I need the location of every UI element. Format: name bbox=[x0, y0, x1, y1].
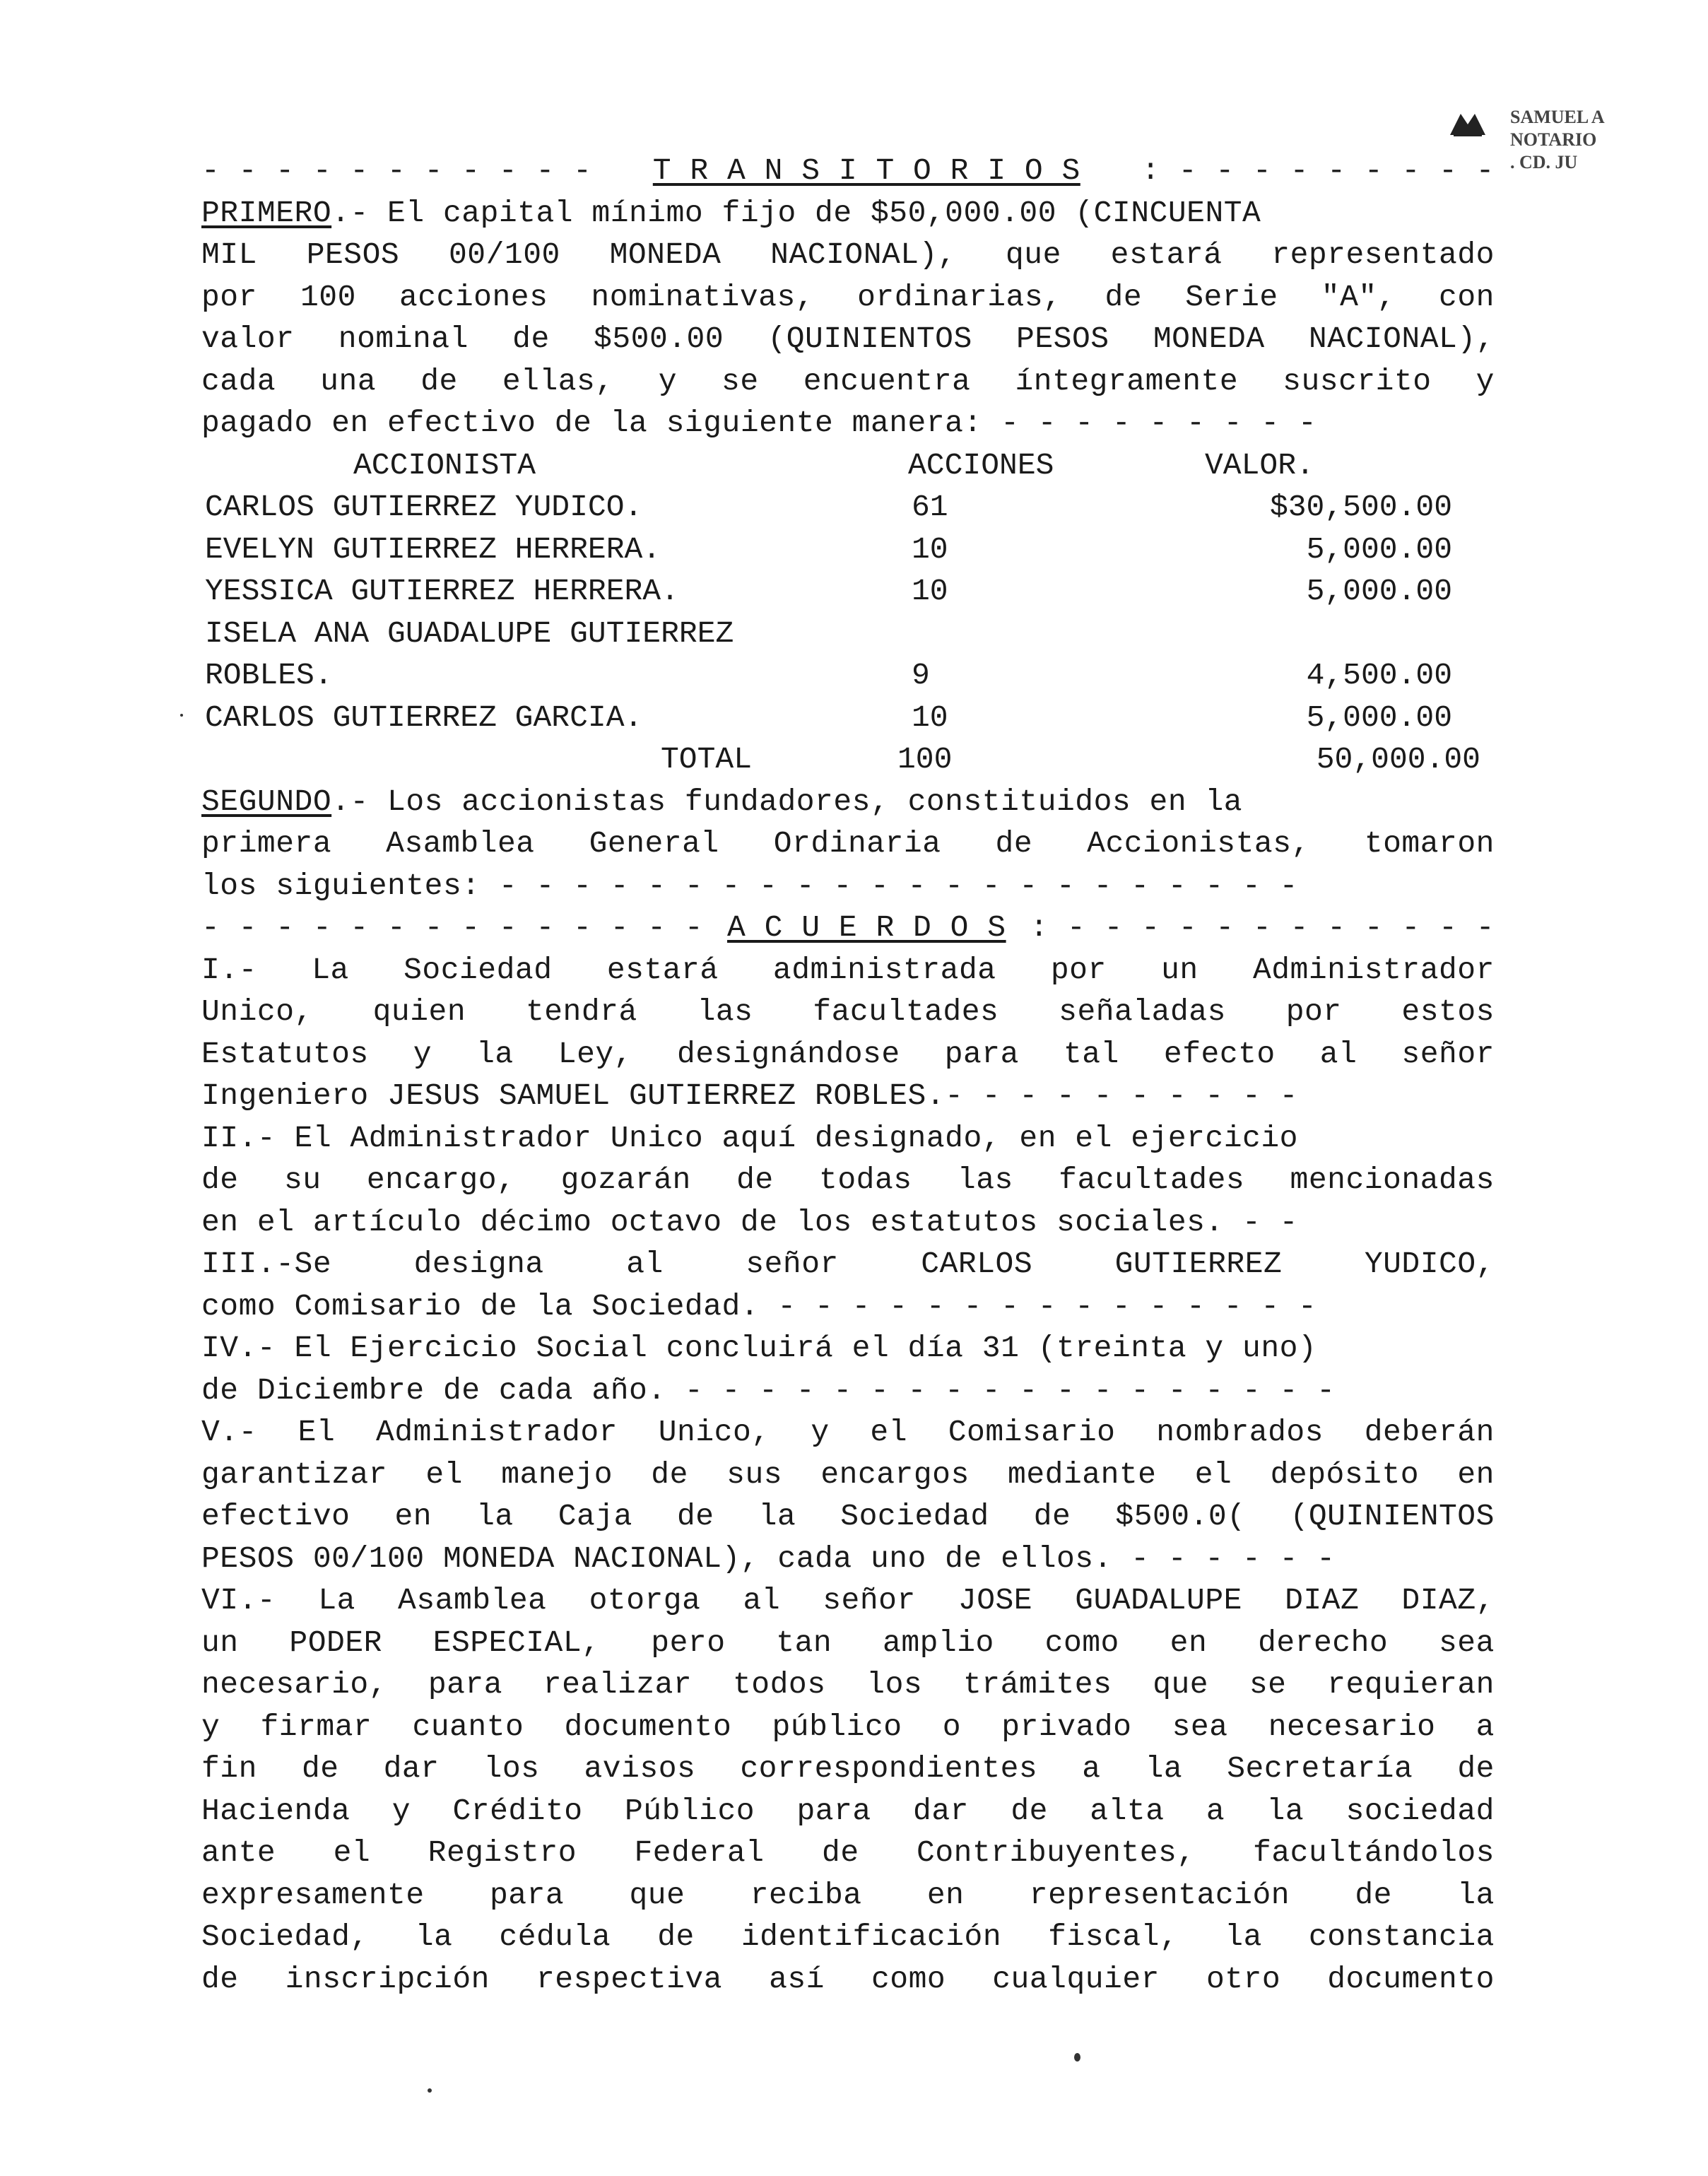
acuerdo-line bbox=[201, 1411, 1495, 1454]
acuerdo-line bbox=[201, 1664, 1495, 1706]
word: se bbox=[1249, 1667, 1287, 1702]
word: Sociedad bbox=[404, 952, 553, 987]
segundo-line bbox=[201, 823, 1495, 865]
word: manejo bbox=[501, 1457, 613, 1492]
word: una bbox=[320, 363, 377, 399]
word: Sociedad bbox=[840, 1499, 989, 1534]
word: respectiva bbox=[536, 1961, 723, 1996]
acuerdo-line: en el artículo décimo octavo de los estatutos sociales. - - bbox=[201, 1204, 1298, 1240]
shareholder-row bbox=[201, 654, 1495, 697]
word: y bbox=[413, 1036, 432, 1071]
word: ESPECIAL, bbox=[432, 1625, 601, 1660]
word: tomaron bbox=[1364, 826, 1495, 861]
word: en bbox=[1457, 1457, 1495, 1492]
word: íntegramente bbox=[1015, 363, 1239, 399]
word: encuentra bbox=[803, 363, 971, 399]
word: la bbox=[415, 1919, 453, 1954]
word: encargos bbox=[820, 1457, 970, 1492]
word: la bbox=[1145, 1751, 1183, 1786]
primero-first-line bbox=[201, 192, 1495, 235]
word: Administrador bbox=[1252, 952, 1495, 987]
word: de bbox=[1105, 279, 1143, 314]
acuerdo-line bbox=[201, 1748, 1495, 1790]
word: DIAZ bbox=[1285, 1583, 1360, 1618]
word: de bbox=[201, 1163, 239, 1197]
word: para bbox=[428, 1667, 503, 1702]
word: estará bbox=[606, 952, 719, 987]
word: otro bbox=[1206, 1961, 1281, 1996]
word: las bbox=[697, 994, 753, 1029]
word: tan bbox=[776, 1625, 832, 1660]
word: de bbox=[1457, 1751, 1495, 1786]
word: MONEDA bbox=[1153, 322, 1265, 356]
segundo-first-line bbox=[201, 781, 1495, 823]
acuerdo-line bbox=[201, 1832, 1495, 1874]
word: un bbox=[1161, 952, 1198, 987]
notary-seal-icon bbox=[1447, 110, 1489, 139]
heading-left-dashes: - - - - - - - - - - - - - - bbox=[201, 910, 704, 945]
word: Accionistas, bbox=[1087, 826, 1310, 861]
acuerdo-line bbox=[201, 1243, 1495, 1286]
word: quien bbox=[372, 994, 466, 1029]
word: nominativas, bbox=[591, 279, 815, 314]
word: Comisario bbox=[948, 1415, 1116, 1449]
shareholder-name: EVELYN GUTIERREZ HERRERA. bbox=[205, 531, 661, 567]
word: el bbox=[333, 1835, 371, 1870]
heading-right-dashes: : - - - - - - - - - - - - bbox=[1030, 910, 1495, 945]
word: JOSE bbox=[958, 1583, 1033, 1618]
word: de bbox=[1355, 1877, 1392, 1912]
acuerdos-list bbox=[201, 949, 1495, 2001]
shareholders-table-header bbox=[201, 445, 1495, 487]
acuerdo-line: de Diciembre de cada año. - - - - - - - - - - - - - - - - - - bbox=[201, 1372, 1336, 1408]
notary-stamp bbox=[1510, 106, 1666, 174]
word: así bbox=[769, 1961, 825, 1996]
word: por bbox=[1285, 994, 1342, 1029]
word: señor bbox=[823, 1583, 916, 1618]
word: y bbox=[811, 1415, 830, 1449]
word: de bbox=[1033, 1499, 1071, 1534]
segundo-label: SEGUNDO bbox=[201, 784, 332, 819]
acuerdo-line bbox=[201, 1916, 1495, 1958]
word: representado bbox=[1271, 237, 1495, 272]
word: a bbox=[1476, 1709, 1495, 1744]
word: cualquier bbox=[992, 1961, 1160, 1996]
shareholders-table-body bbox=[201, 486, 1495, 739]
word: depósito bbox=[1270, 1457, 1420, 1492]
word: Unico, bbox=[201, 994, 313, 1029]
word: PODER bbox=[289, 1625, 382, 1660]
word: I.- bbox=[201, 952, 257, 987]
word: PESOS bbox=[1016, 322, 1109, 356]
word: o bbox=[942, 1709, 962, 1744]
word: ellas, bbox=[502, 363, 614, 399]
word: privado bbox=[1001, 1709, 1132, 1744]
word: Estatutos bbox=[201, 1036, 369, 1071]
word: constancia bbox=[1308, 1919, 1495, 1954]
word: y bbox=[1476, 363, 1495, 399]
word: y bbox=[201, 1709, 220, 1744]
word: derecho bbox=[1258, 1625, 1389, 1660]
acuerdo-line bbox=[201, 1159, 1495, 1201]
word: GUADALUPE bbox=[1075, 1583, 1242, 1618]
word: a bbox=[1082, 1751, 1101, 1786]
word: garantizar bbox=[201, 1457, 388, 1492]
word: para bbox=[944, 1036, 1019, 1071]
primero-line bbox=[201, 360, 1495, 403]
word: expresamente bbox=[201, 1877, 425, 1912]
word: cada bbox=[201, 363, 276, 399]
word: tendrá bbox=[525, 994, 637, 1029]
word: $500.0( bbox=[1115, 1499, 1246, 1534]
word: de bbox=[736, 1163, 774, 1197]
word: la bbox=[1457, 1877, 1495, 1912]
word: inscripción bbox=[285, 1961, 490, 1996]
word: todos bbox=[733, 1667, 826, 1702]
word: en bbox=[1170, 1625, 1208, 1660]
acuerdo-line bbox=[201, 1706, 1495, 1748]
word: como bbox=[871, 1961, 946, 1996]
word: sus bbox=[726, 1457, 783, 1492]
word: deberán bbox=[1364, 1415, 1495, 1449]
word: Sociedad, bbox=[201, 1919, 369, 1954]
acuerdo-line bbox=[201, 1454, 1495, 1496]
word: documento bbox=[1327, 1961, 1495, 1996]
word: Registro bbox=[428, 1835, 577, 1870]
stamp-line-3: . CD. JU bbox=[1510, 152, 1578, 172]
word: Asamblea bbox=[398, 1583, 547, 1618]
word: dar bbox=[383, 1751, 440, 1786]
word: Federal bbox=[634, 1835, 765, 1870]
word: el bbox=[1194, 1457, 1232, 1492]
primero-text-0: .- El capital mínimo fijo de $50,000.00 (CINCUENTA bbox=[331, 195, 1261, 230]
word: documento bbox=[564, 1709, 732, 1744]
word: estará bbox=[1110, 237, 1223, 272]
word: III.-Se bbox=[201, 1247, 332, 1281]
acuerdo-line: IV.- El Ejercicio Social concluirá el día 31 (treinta y uno) bbox=[201, 1331, 1317, 1365]
word: un bbox=[201, 1625, 239, 1660]
word: de bbox=[995, 826, 1033, 861]
heading-left-dashes: - - - - - - - - - - - bbox=[201, 153, 592, 188]
word: (QUINIENTOS bbox=[767, 322, 972, 356]
segundo-line: los siguientes: - - - - - - - - - - - - - - - - - - - - - - bbox=[201, 868, 1298, 903]
total-valor: 50,000.00 bbox=[1316, 742, 1480, 777]
primero-line bbox=[201, 234, 1495, 276]
word: General bbox=[589, 826, 719, 861]
word: Asamblea bbox=[386, 826, 535, 861]
word: en bbox=[926, 1877, 965, 1912]
word: PESOS bbox=[306, 237, 400, 272]
word: por bbox=[1050, 952, 1107, 987]
word: Crédito bbox=[452, 1793, 583, 1828]
word: y bbox=[391, 1793, 411, 1828]
shareholder-acciones: 10 bbox=[912, 531, 948, 567]
word: de bbox=[822, 1835, 859, 1870]
word: VI.- bbox=[201, 1583, 276, 1618]
shareholder-acciones: 61 bbox=[912, 490, 948, 524]
shareholder-valor: $30,500.00 bbox=[1269, 490, 1452, 524]
word: al bbox=[626, 1247, 664, 1281]
word: efecto bbox=[1163, 1036, 1276, 1071]
shareholder-name: CARLOS GUTIERREZ YUDICO. bbox=[205, 490, 643, 524]
word: efectivo bbox=[201, 1499, 351, 1534]
document-body bbox=[201, 150, 1495, 2000]
word: Ordinaria bbox=[773, 826, 941, 861]
word: mencionadas bbox=[1290, 1163, 1495, 1197]
acuerdo-line bbox=[201, 1580, 1495, 1622]
word: ante bbox=[201, 1835, 276, 1870]
total-label: TOTAL bbox=[661, 742, 753, 777]
word: pero bbox=[651, 1625, 726, 1660]
word: señor bbox=[1401, 1036, 1495, 1071]
word: el bbox=[425, 1457, 463, 1492]
primero-label: PRIMERO bbox=[201, 195, 332, 230]
word: la bbox=[476, 1499, 514, 1534]
word: identificación bbox=[741, 1919, 1002, 1954]
word: todas bbox=[819, 1163, 912, 1197]
word: en bbox=[394, 1499, 432, 1534]
shareholder-name: YESSICA GUTIERREZ HERRERA. bbox=[205, 574, 679, 608]
header-acciones: ACCIONES bbox=[908, 447, 1054, 483]
acuerdo-line bbox=[201, 1033, 1495, 1076]
stamp-line-1: SAMUEL A bbox=[1510, 107, 1605, 127]
word: avisos bbox=[584, 1751, 696, 1786]
word: 00/100 bbox=[448, 237, 560, 272]
acuerdo-line bbox=[201, 1958, 1495, 2001]
acuerdo-line: Ingeniero JESUS SAMUEL GUTIERREZ ROBLES.- - - - - - - - - - bbox=[201, 1078, 1298, 1113]
word: mediante bbox=[1008, 1457, 1157, 1492]
shareholder-acciones: 10 bbox=[912, 700, 948, 735]
word: dar bbox=[913, 1793, 969, 1828]
header-accionista: ACCIONISTA bbox=[353, 447, 536, 483]
word: NACIONAL), bbox=[770, 237, 957, 272]
word: YUDICO, bbox=[1364, 1247, 1495, 1281]
acuerdo-line: II.- El Administrador Unico aquí designado, en el ejercicio bbox=[201, 1120, 1298, 1155]
word: que bbox=[1153, 1667, 1209, 1702]
word: sea bbox=[1172, 1709, 1228, 1744]
word: primera bbox=[201, 826, 332, 861]
word: El bbox=[298, 1415, 336, 1449]
word: GUTIERREZ bbox=[1114, 1247, 1283, 1281]
word: ordinarias, bbox=[857, 279, 1062, 314]
word: cédula bbox=[499, 1919, 611, 1954]
heading-title: T R A N S I T O R I O S bbox=[652, 153, 1080, 188]
scan-speck bbox=[1074, 2053, 1080, 2062]
acuerdo-line: como Comisario de la Sociedad. - - - - - - - - - - - - - - - bbox=[201, 1288, 1317, 1324]
word: el bbox=[870, 1415, 907, 1449]
word: valor bbox=[201, 322, 295, 356]
word: otorga bbox=[589, 1583, 701, 1618]
stamp-line-2: NOTARIO bbox=[1510, 129, 1597, 150]
shareholder-acciones: 10 bbox=[912, 574, 948, 608]
word: amplio bbox=[883, 1625, 994, 1660]
shareholder-row bbox=[201, 529, 1495, 571]
word: designándose bbox=[677, 1036, 900, 1071]
word: suscrito bbox=[1283, 363, 1432, 399]
shareholder-valor: 5,000.00 bbox=[1306, 700, 1452, 735]
word: La bbox=[312, 952, 349, 987]
word: (QUINIENTOS bbox=[1290, 1499, 1495, 1534]
word: facultándolos bbox=[1253, 1835, 1495, 1870]
word: trámites bbox=[962, 1667, 1112, 1702]
word: sea bbox=[1439, 1625, 1495, 1660]
word: realizar bbox=[543, 1667, 693, 1702]
shareholder-name: ISELA ANA GUADALUPE GUTIERREZ bbox=[205, 616, 734, 651]
word: Contribuyentes, bbox=[917, 1835, 1196, 1870]
scan-speck bbox=[428, 2088, 432, 2093]
word: encargo, bbox=[366, 1163, 516, 1197]
word: se bbox=[722, 363, 759, 399]
shareholder-row bbox=[201, 570, 1495, 613]
word: por bbox=[201, 279, 257, 314]
word: la bbox=[1266, 1793, 1304, 1828]
word: los bbox=[866, 1667, 923, 1702]
word: Caja bbox=[558, 1499, 632, 1534]
shareholder-acciones: 9 bbox=[912, 658, 930, 693]
acuerdo-line bbox=[201, 1622, 1495, 1664]
heading-transitorios bbox=[201, 150, 1495, 192]
word: público bbox=[772, 1709, 902, 1744]
word: estos bbox=[1401, 994, 1495, 1029]
heading-acuerdos bbox=[201, 907, 1495, 949]
word: la bbox=[476, 1036, 514, 1071]
word: señor bbox=[746, 1247, 839, 1281]
heading-right-dashes: : - - - - - - - - - bbox=[1141, 153, 1495, 188]
word: requieran bbox=[1327, 1667, 1495, 1702]
word: 100 bbox=[300, 279, 356, 314]
word: las bbox=[957, 1163, 1013, 1197]
word: como bbox=[1044, 1625, 1119, 1660]
shareholder-valor: 4,500.00 bbox=[1306, 658, 1452, 693]
word: sociedad bbox=[1345, 1793, 1495, 1828]
shareholder-valor: 5,000.00 bbox=[1306, 531, 1452, 567]
word: Administrador bbox=[376, 1415, 618, 1449]
total-acciones: 100 bbox=[897, 742, 953, 777]
shareholder-row bbox=[201, 697, 1495, 739]
word: de bbox=[201, 1961, 239, 1996]
word: tal bbox=[1063, 1036, 1119, 1071]
word: la bbox=[1225, 1919, 1262, 1954]
word: necesario, bbox=[201, 1667, 388, 1702]
word: de bbox=[1011, 1793, 1048, 1828]
acuerdo-line bbox=[201, 1495, 1495, 1538]
word: necesario bbox=[1268, 1709, 1436, 1744]
segundo-text-0: .- Los accionistas fundadores, constituidos en la bbox=[331, 784, 1243, 819]
word: Hacienda bbox=[201, 1793, 351, 1828]
word: cuanto bbox=[412, 1709, 524, 1744]
primero-line bbox=[201, 276, 1495, 319]
word: gozarán bbox=[560, 1163, 691, 1197]
word: de bbox=[651, 1457, 688, 1492]
word: a bbox=[1206, 1793, 1225, 1828]
word: de bbox=[657, 1919, 695, 1954]
shareholder-name: ROBLES. bbox=[205, 658, 333, 693]
word: los bbox=[483, 1751, 540, 1786]
word: su bbox=[283, 1163, 322, 1197]
word: nombrados bbox=[1156, 1415, 1324, 1449]
word: para bbox=[796, 1793, 871, 1828]
word: Serie bbox=[1185, 279, 1278, 314]
word: V.- bbox=[201, 1415, 257, 1449]
word: Unico, bbox=[658, 1415, 770, 1449]
word: de bbox=[677, 1499, 714, 1534]
word: reciba bbox=[750, 1877, 862, 1912]
word: DIAZ, bbox=[1401, 1583, 1495, 1618]
word: fin bbox=[201, 1751, 257, 1786]
word: $500.00 bbox=[594, 322, 724, 356]
word: Público bbox=[624, 1793, 755, 1828]
word: para bbox=[489, 1877, 565, 1912]
shareholder-row bbox=[201, 486, 1495, 529]
word: CARLOS bbox=[921, 1247, 1033, 1281]
word: de bbox=[301, 1751, 339, 1786]
word: la bbox=[758, 1499, 796, 1534]
word: MIL bbox=[201, 237, 257, 272]
word: de bbox=[420, 363, 458, 399]
word: administrada bbox=[772, 952, 996, 987]
word: Secretaría bbox=[1227, 1751, 1413, 1786]
word: al bbox=[743, 1583, 781, 1618]
shareholders-table-total bbox=[201, 739, 1495, 781]
word: MONEDA bbox=[609, 237, 722, 272]
acuerdo-line bbox=[201, 1790, 1495, 1833]
shareholder-row bbox=[201, 613, 1495, 655]
acuerdo-line bbox=[201, 1874, 1495, 1917]
word: NACIONAL), bbox=[1308, 322, 1495, 356]
word: La bbox=[318, 1583, 355, 1618]
shareholder-name: CARLOS GUTIERREZ GARCIA. bbox=[205, 700, 643, 735]
word: alta bbox=[1090, 1793, 1165, 1828]
word: de bbox=[512, 322, 550, 356]
word: que bbox=[629, 1877, 685, 1912]
word: acciones bbox=[399, 279, 548, 314]
word: fiscal, bbox=[1048, 1919, 1179, 1954]
acuerdo-line: PESOS 00/100 MONEDA NACIONAL), cada uno de ellos. - - - - - - bbox=[201, 1541, 1336, 1576]
header-valor: VALOR. bbox=[1205, 447, 1314, 483]
word: señaladas bbox=[1059, 994, 1226, 1029]
acuerdo-line bbox=[201, 991, 1495, 1033]
primero-line bbox=[201, 318, 1495, 360]
acuerdo-line bbox=[201, 949, 1495, 992]
word: al bbox=[1319, 1036, 1357, 1071]
word: correspondientes bbox=[740, 1751, 1038, 1786]
word: y bbox=[658, 363, 678, 399]
primero-line: pagado en efectivo de la siguiente manera: - - - - - - - - - bbox=[201, 406, 1317, 440]
word: designa bbox=[413, 1247, 544, 1281]
word: nominal bbox=[338, 322, 469, 356]
word: Ley, bbox=[558, 1036, 632, 1071]
word: "A", bbox=[1321, 279, 1396, 314]
word: con bbox=[1439, 279, 1495, 314]
scan-speck bbox=[180, 714, 183, 717]
heading-title: A C U E R D O S bbox=[727, 910, 1006, 945]
word: que bbox=[1005, 237, 1061, 272]
word: facultades bbox=[1059, 1163, 1245, 1197]
word: representación bbox=[1029, 1877, 1290, 1912]
word: facultades bbox=[813, 994, 999, 1029]
word: firmar bbox=[260, 1709, 372, 1744]
shareholder-valor: 5,000.00 bbox=[1306, 574, 1452, 608]
